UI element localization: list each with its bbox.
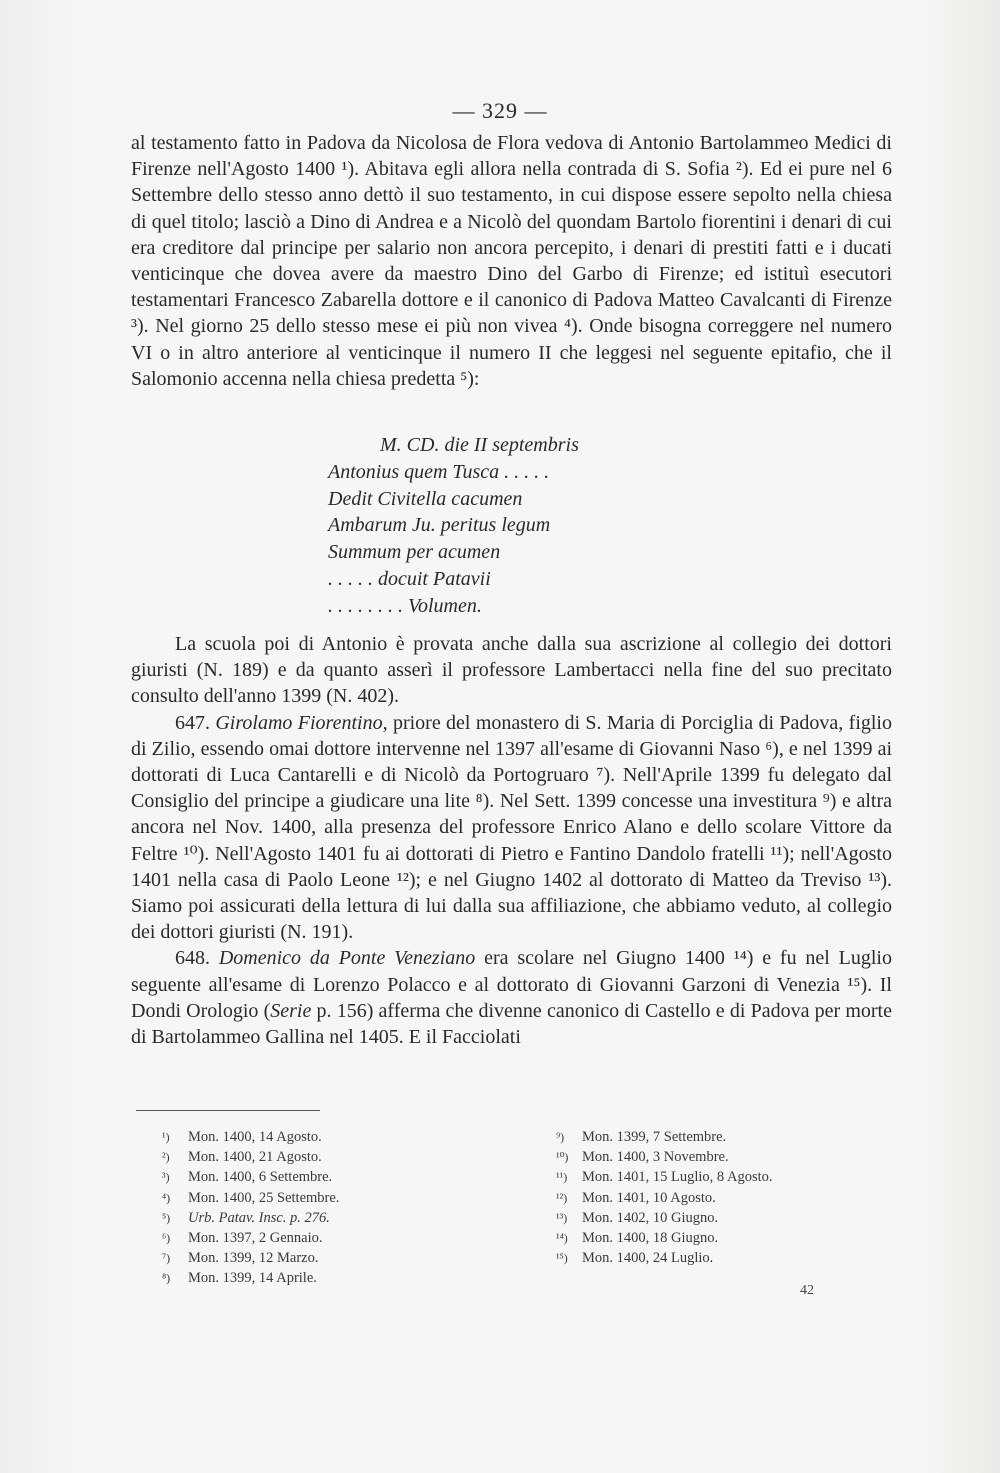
entry-text: priore del monastero di S. Maria di Porciglia di Padova, figlio di Zilio, essendo omai dottore intervenne nel 1397 all'esame di Giovanni Naso ⁶), e nel 1399 ai dottorati di Luca Cantarelli e di Nicolò da Portogruaro ⁷). Nell'Aprile 1399 fu delegato dal Consiglio del principe a giudicare una lite ⁸). Nel Sett. 1399 concesse una investitura ⁹) e altra ancora nel Nov. 1400, alla presenza del professore Enrico Alano e dello scolare Vittore da Feltre ¹⁰). Nell'Agosto 1401 fu ai dottorati di Pietro e Fantino Dandolo fratelli ¹¹); nell'Agosto 1401 nella casa di Paolo Leone ¹²); e nel Giugno 1402 al dottorato di Matteo da Treviso ¹³). Siamo poi assicurati della lettura di lui dalla sua affiliazione, che abbiamo veduto, al collegio dei dottori giuristi (N. 191). — [131, 711, 892, 944]
footnote: ⁶) Mon. 1397, 2 Gennaio. — [162, 1230, 323, 1247]
entry-name: Girolamo Fiorentino, — [215, 711, 388, 734]
page-number: — 329 — — [452, 98, 548, 123]
footnote: ¹²) Mon. 1401, 10 Agosto. — [556, 1189, 716, 1206]
footnote: ¹³) Mon. 1402, 10 Giugno. — [556, 1209, 719, 1226]
paragraph-648 — [131, 945, 892, 1050]
footnote: ⁵) Urb. Patav. Insc. p. 276. — [162, 1209, 330, 1226]
paragraph-antonio-school: La scuola poi di Antonio è provata anche dalla sua ascrizione al collegio dei dottori giuristi (N. 189) e da quanto asserì il professore Lambertacci nella fine del suo precitato consulto dell'anno 1399 (N. 402). — [131, 633, 892, 708]
footnote: ³) Mon. 1400, 6 Settembre. — [162, 1169, 333, 1186]
footnote: ¹⁰) Mon. 1400, 3 Novembre. — [556, 1149, 729, 1166]
body-text-bottom — [131, 631, 892, 1050]
footnote: ⁴) Mon. 1400, 25 Settembre. — [162, 1189, 340, 1206]
epitaph-line: . . . . . docuit Patavii — [328, 567, 491, 590]
footnote-rule — [136, 1110, 320, 1111]
epitaph-line: Dedit Civitella cacumen — [328, 487, 523, 510]
paragraph-continuation: al testamento fatto in Padova da Nicolosa de Flora vedova di Antonio Bartolammeo Medici di Firenze nell'Agosto 1400 ¹). Abitava egli allora nella contrada di S. Sofia ²). Ed ei pure nel 6 Settembre dello stesso anno dettò il suo testamento, in cui dispose essere sepolto nella chiesa di quel titolo; lasciò a Dino di Andrea e a Nicolò del quondam Bartolo fiorentini i denari di cui era creditore dal principe per salario non ancora percepito, i denari di prestiti fatti e i ducati venticinque che dovea avere da maestro Dino del Garbo di Firenze; ed istituì esecutori testamentari Francesco Zabarella dottore e il canonico di Padova Matteo Cavalcanti di Firenze ³). Nel giorno 25 dello stesso mese ei più non vivea ⁴). Onde bisogna correggere nel numero VI o in altro anteriore al venticinque il numero II che leggesi nel seguente epitafio, che il Salomonio accenna nella chiesa predetta ⁵): — [131, 132, 892, 390]
epitaph-line: Summum per acumen — [328, 541, 501, 564]
footnotes-right — [556, 1127, 856, 1268]
epitaph-line: M. CD. die II septembris — [380, 434, 579, 456]
entry-text: p. 156) afferma che divenne canonico di Castello e di Padova per morte di Bartolammeo Gallina nel 1405. E il Facciolati — [131, 999, 892, 1049]
epitaph-line: Ambarum Ju. peritus legum — [328, 514, 551, 537]
footnote: ¹¹) Mon. 1401, 15 Luglio, 8 Agosto. — [556, 1169, 773, 1186]
footnote: ¹⁴) Mon. 1400, 18 Giugno. — [556, 1230, 719, 1247]
footnote: ⁷) Mon. 1399, 12 Marzo. — [162, 1250, 319, 1267]
footnote: ⁹) Mon. 1399, 7 Settembre. — [556, 1129, 727, 1145]
signature-mark: 42 — [800, 1283, 814, 1298]
entry-name: Domenico da Ponte Veneziano — [218, 947, 476, 970]
entry-text: era scolare nel Giugno 1400 ¹⁴) e fu nel Luglio seguente all'esame di Lorenzo Polacco e al dottorato di Giovanni Garzoni di Venezia ¹⁵). Il Dondi Orologio ( — [131, 947, 892, 1022]
footnote: ²) Mon. 1400, 21 Agosto. — [162, 1149, 322, 1166]
epitaph-line: Antonius quem Tusca . . . . . — [328, 460, 550, 483]
entry-number: 648. — [175, 947, 210, 970]
epitaph-line: . . . . . . . . Volumen. — [328, 594, 482, 617]
footnotes-left — [162, 1127, 462, 1289]
paragraph-647 — [131, 710, 892, 946]
epitaph — [328, 432, 748, 620]
entry-number: 647. — [175, 711, 210, 734]
footnote: ⁸) Mon. 1399, 14 Aprile. — [162, 1270, 317, 1287]
footnote: ¹⁵) Mon. 1400, 24 Luglio. — [556, 1250, 714, 1267]
entry-serie: Serie — [270, 999, 312, 1022]
footnote: ¹) Mon. 1400, 14 Agosto. — [162, 1129, 322, 1145]
body-text-top — [131, 130, 892, 392]
